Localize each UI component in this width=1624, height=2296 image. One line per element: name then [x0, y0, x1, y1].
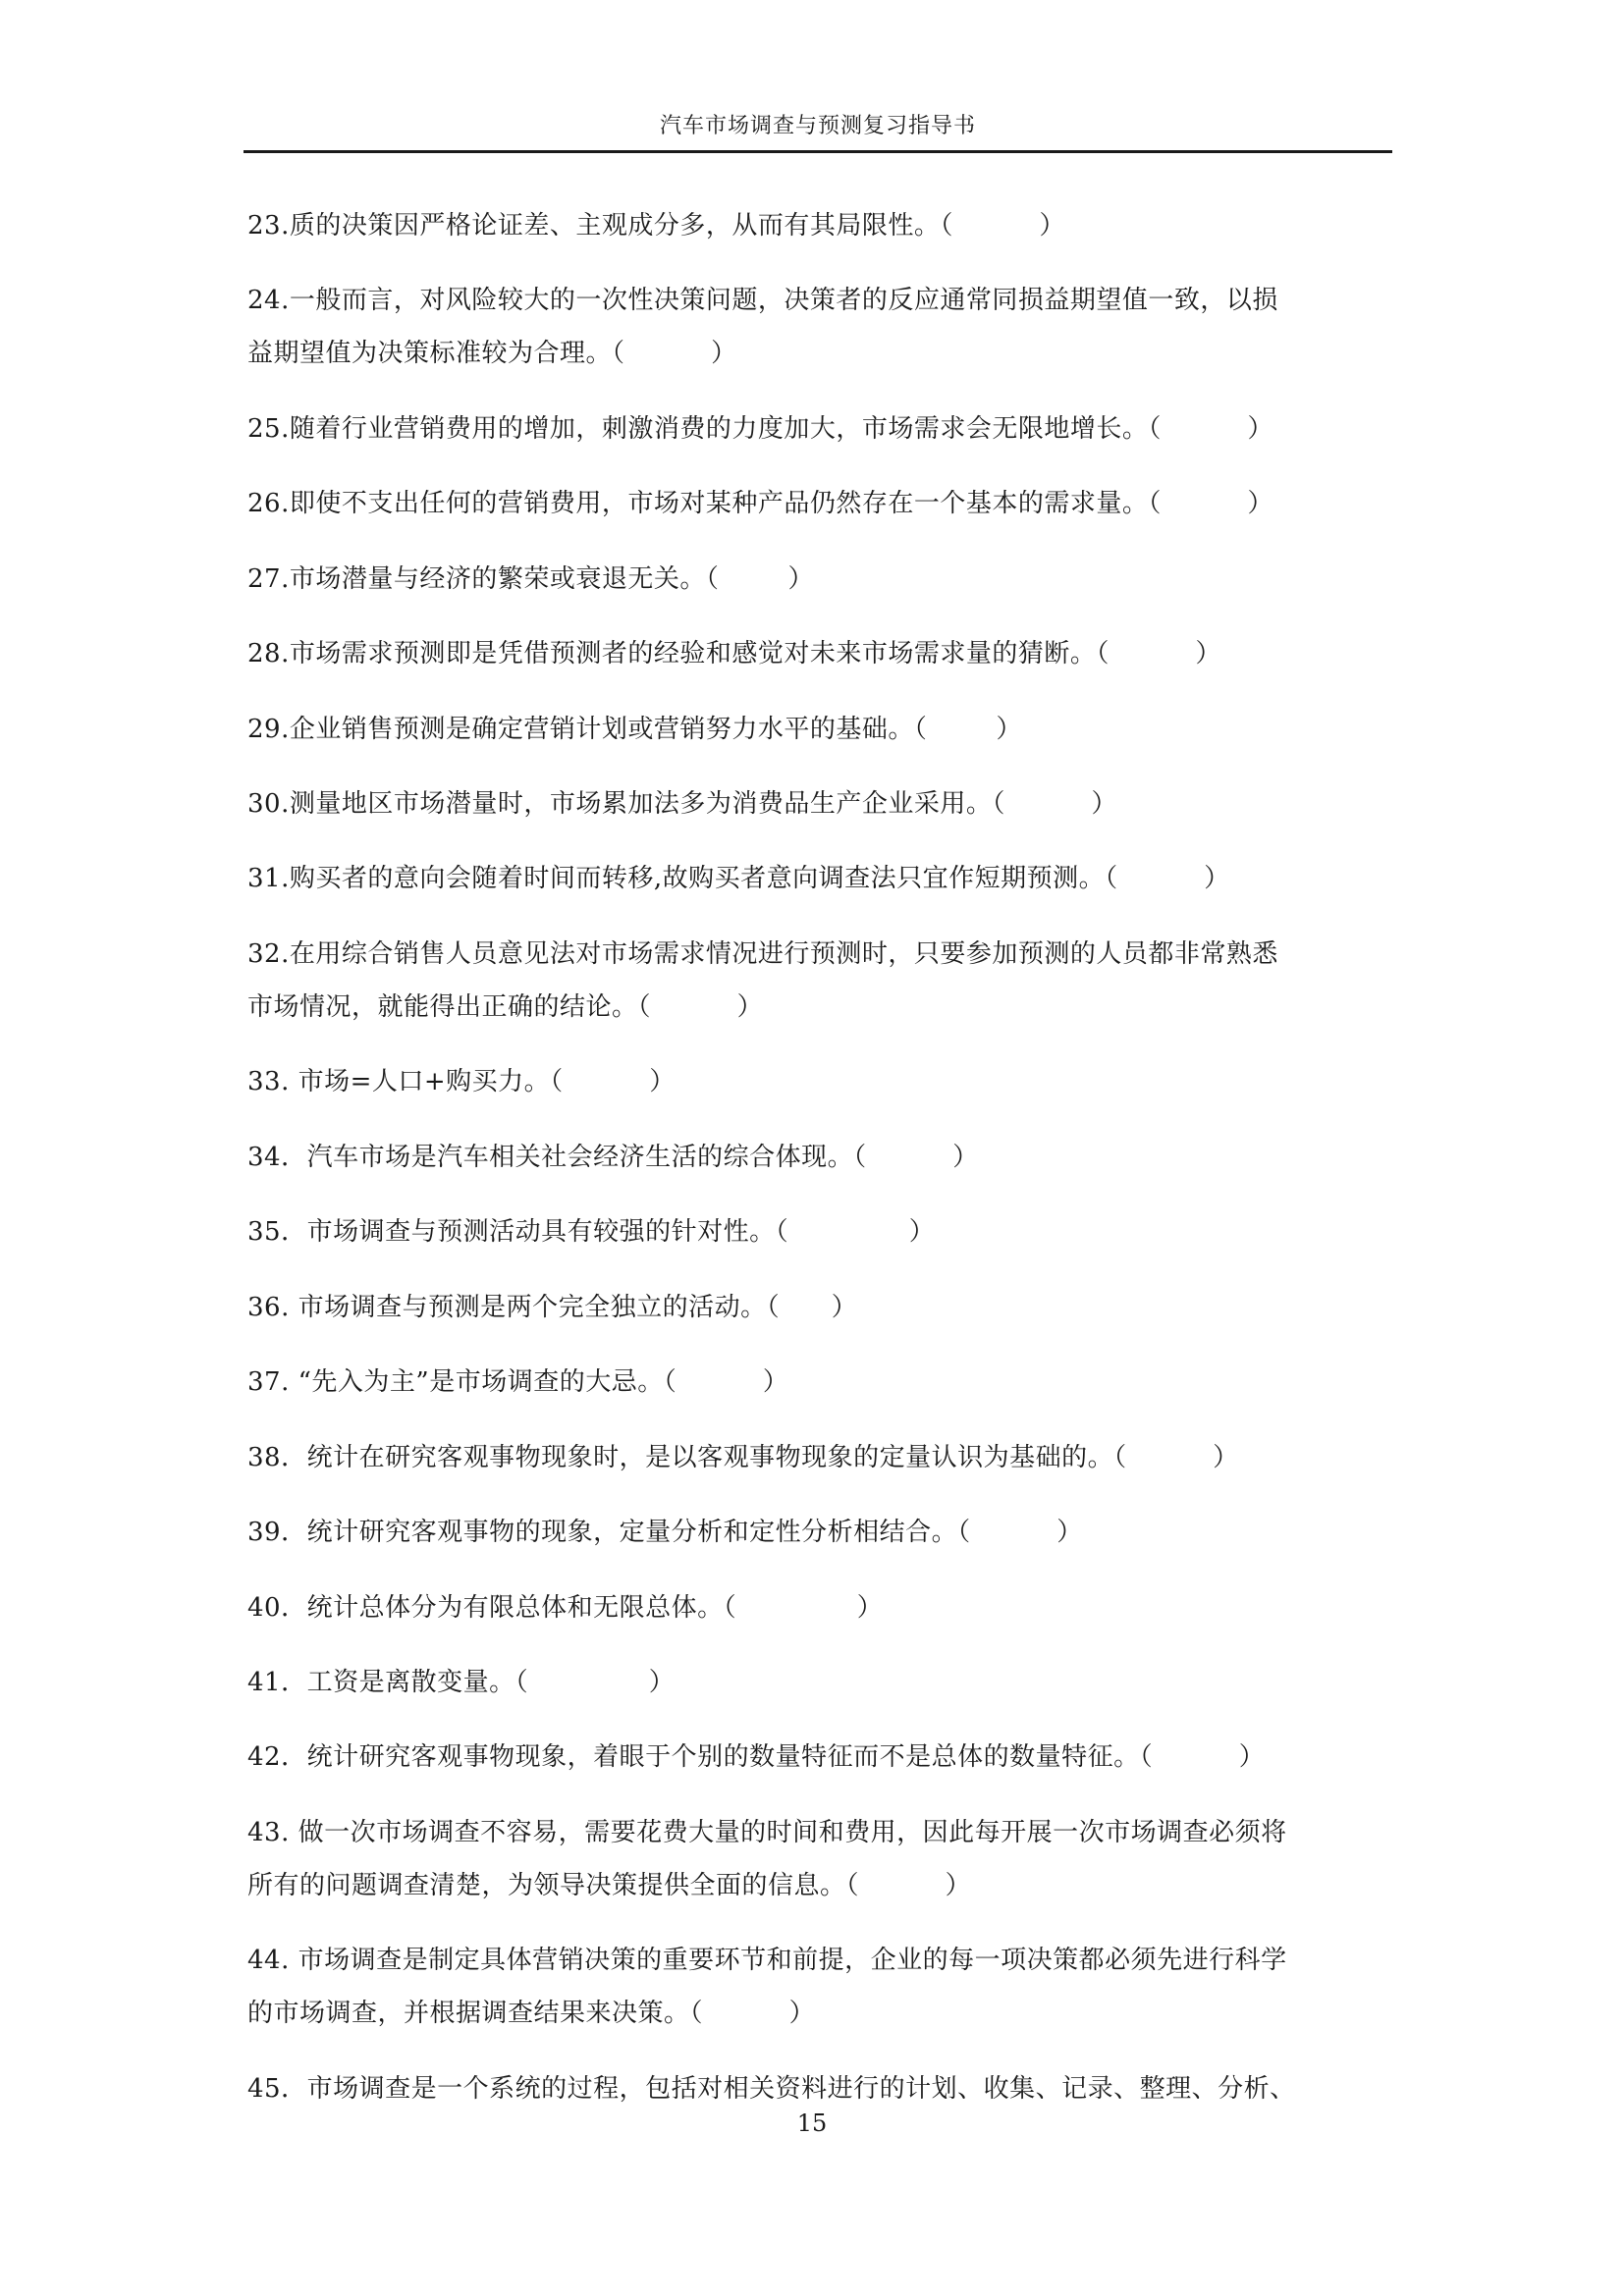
page-number: 15 [796, 2109, 828, 2137]
question-41: 41．工资是离散变量。（ ） [247, 1668, 676, 1697]
header-divider [244, 150, 1392, 153]
question-30: 30.测量地区市场潜量时，市场累加法多为消费品生产企业采用。（ ） [247, 789, 1117, 819]
question-43-line-2: 所有的问题调查清楚，为领导决策提供全面的信息。（ ） [247, 1871, 972, 1900]
question-27: 27.市场潜量与经济的繁荣或衰退无关。（ ） [247, 564, 814, 594]
question-26: 26.即使不支出任何的营销费用，市场对某种产品仍然存在一个基本的需求量。（ ） [247, 489, 1273, 518]
question-24-line-2: 益期望值为决策标准较为合理。（ ） [247, 339, 737, 368]
question-28: 28.市场需求预测即是凭借预测者的经验和感觉对未来市场需求量的猜断。（ ） [247, 639, 1221, 668]
question-40: 40．统计总体分为有限总体和无限总体。（ ） [247, 1593, 884, 1623]
question-45-line-1: 45．市场调查是一个系统的过程，包括对相关资料进行的计划、收集、记录、整理、分析、 [247, 2074, 1296, 2104]
question-38: 38．统计在研究客观事物现象时，是以客观事物现象的定量认识为基础的。（ ） [247, 1443, 1239, 1472]
running-header-title: 汽车市场调查与预测复习指导书 [659, 114, 976, 138]
question-44-line-1: 44. 市场调查是制定具体营销决策的重要环节和前提，企业的每一项决策都必须先进行科学 [247, 1946, 1287, 1975]
question-43-line-1: 43. 做一次市场调查不容易，需要花费大量的时间和费用，因此每开展一次市场调查必须将 [247, 1818, 1287, 1847]
question-23: 23.质的决策因严格论证差、主观成分多，从而有其局限性。（ ） [247, 211, 1065, 240]
question-25: 25.随着行业营销费用的增加，刺激消费的力度加大，市场需求会无限地增长。（ ） [247, 414, 1273, 444]
question-39: 39．统计研究客观事物的现象，定量分析和定性分析相结合。（ ） [247, 1518, 1083, 1547]
question-32-line-1: 32.在用综合销售人员意见法对市场需求情况进行预测时，只要参加预测的人员都非常熟悉 [247, 939, 1278, 969]
question-35: 35．市场调查与预测活动具有较强的针对性。（ ） [247, 1217, 936, 1247]
question-31: 31.购买者的意向会随着时间而转移,故购买者意向调查法只宜作短期预测。（ ） [247, 864, 1230, 893]
question-32-line-2: 市场情况，就能得出正确的结论。（ ） [247, 992, 764, 1022]
question-24-line-1: 24.一般而言，对风险较大的一次性决策问题，决策者的反应通常同损益期望值一致，以损 [247, 286, 1278, 315]
question-33: 33. 市场=人口+购买力。（ ） [247, 1067, 676, 1096]
question-36: 36. 市场调查与预测是两个完全独立的活动。（ ） [247, 1293, 858, 1322]
question-34: 34．汽车市场是汽车相关社会经济生活的综合体现。（ ） [247, 1143, 979, 1172]
question-44-line-2: 的市场调查，并根据调查结果来决策。（ ） [247, 1999, 816, 2028]
question-37: 37. “先入为主”是市场调查的大忌。（ ） [247, 1367, 789, 1397]
question-29: 29.企业销售预测是确定营销计划或营销努力水平的基础。（ ） [247, 715, 1022, 744]
question-42: 42．统计研究客观事物现象，着眼于个别的数量特征而不是总体的数量特征。（ ） [247, 1742, 1266, 1772]
